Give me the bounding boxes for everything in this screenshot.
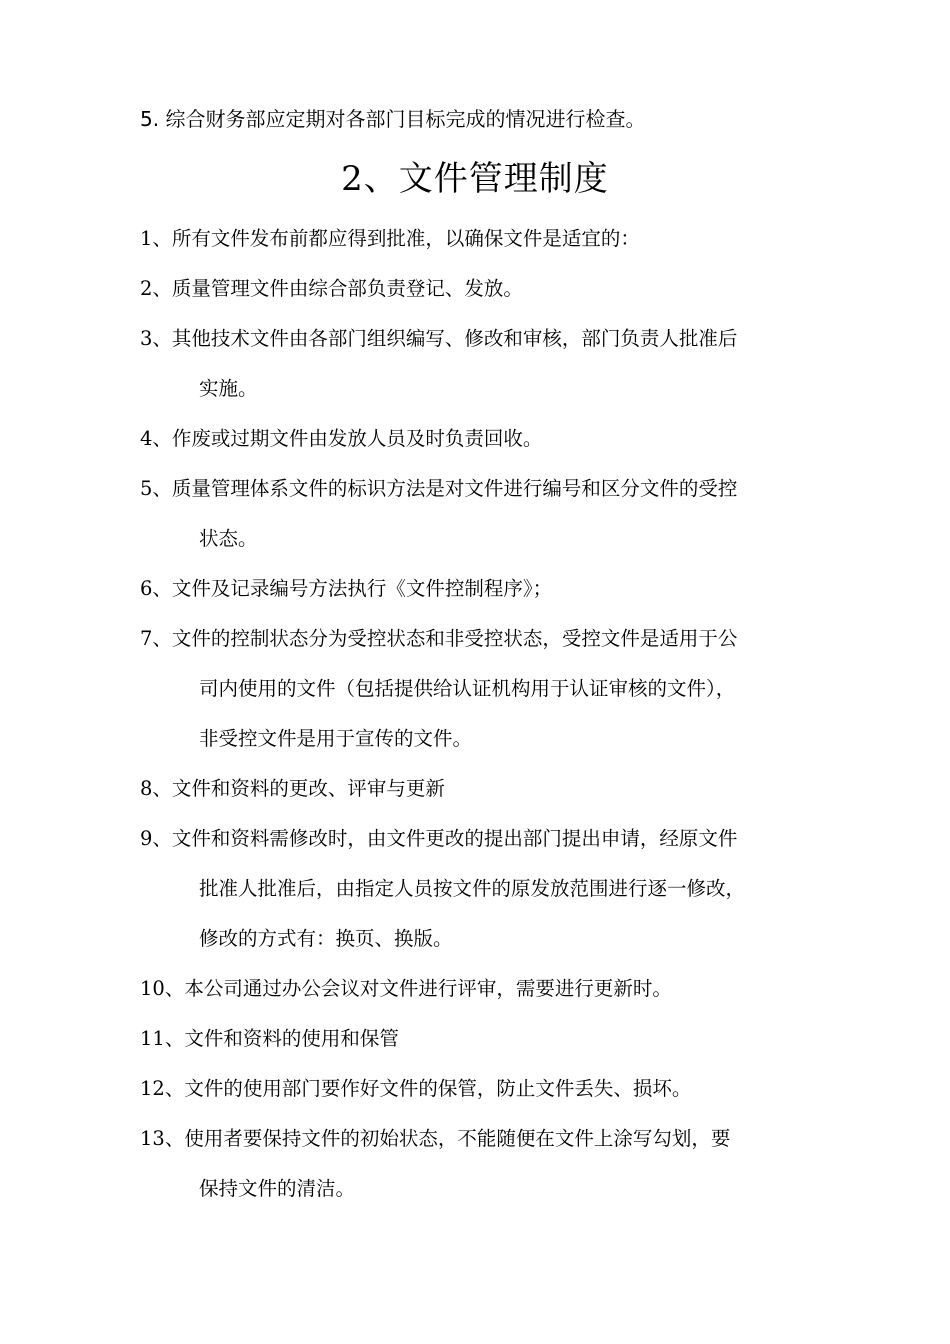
numbered-list	[140, 214, 840, 1214]
list-item	[140, 1064, 840, 1114]
list-item	[140, 414, 840, 464]
list-item-line: 4、作废或过期文件由发放人员及时负责回收。	[140, 427, 543, 450]
list-item	[140, 314, 840, 414]
list-item-continuation: 司内使用的文件（包括提供给认证机构用于认证审核的文件），	[199, 677, 736, 700]
list-item	[140, 564, 840, 614]
section-title: 2、文件管理制度	[341, 159, 609, 199]
list-item-continuation: 批准人批准后，由指定人员按文件的原发放范围进行逐一修改，	[199, 877, 746, 900]
list-item-line: 12、文件的使用部门要作好文件的保管，防止文件丢失、损坏。	[140, 1077, 692, 1100]
list-item	[140, 1014, 840, 1064]
list-item-line: 10、本公司通过办公会议对文件进行评审，需要进行更新时。	[140, 977, 672, 1000]
lead-paragraph: 5. 综合财务部应定期对各部门目标完成的情况进行检查。	[140, 107, 646, 131]
list-item-continuation: 修改的方式有：换页、换版。	[199, 927, 453, 950]
list-item	[140, 614, 840, 764]
list-item-continuation: 实施。	[199, 377, 258, 400]
list-item	[140, 264, 840, 314]
list-item	[140, 214, 840, 264]
list-item-continuation: 状态。	[199, 527, 258, 550]
list-item-continuation: 保持文件的清洁。	[199, 1177, 356, 1200]
list-item	[140, 964, 840, 1014]
list-item-line: 7、文件的控制状态分为受控状态和非受控状态，受控文件是适用于公	[140, 627, 738, 650]
list-item-line: 13、使用者要保持文件的初始状态，不能随便在文件上涂写勾划，要	[140, 1127, 731, 1150]
list-item-line: 3、其他技术文件由各部门组织编写、修改和审核，部门负责人批准后	[140, 327, 738, 350]
list-item-line: 1、所有文件发布前都应得到批准，以确保文件是适宜的：	[140, 227, 640, 250]
list-item	[140, 464, 840, 564]
list-item-line: 6、文件及记录编号方法执行《文件控制程序》；	[140, 577, 553, 600]
list-item-line: 8、文件和资料的更改、评审与更新	[140, 777, 445, 800]
list-item	[140, 814, 840, 964]
list-item-line: 9、文件和资料需修改时，由文件更改的提出部门提出申请，经原文件	[140, 827, 738, 850]
list-item-line: 2、质量管理文件由综合部负责登记、发放。	[140, 277, 523, 300]
list-item-line: 5、质量管理体系文件的标识方法是对文件进行编号和区分文件的受控	[140, 477, 738, 500]
list-item-continuation: 非受控文件是用于宣传的文件。	[199, 727, 473, 750]
list-item	[140, 764, 840, 814]
list-item-line: 11、文件和资料的使用和保管	[140, 1027, 399, 1050]
list-item	[140, 1114, 840, 1214]
